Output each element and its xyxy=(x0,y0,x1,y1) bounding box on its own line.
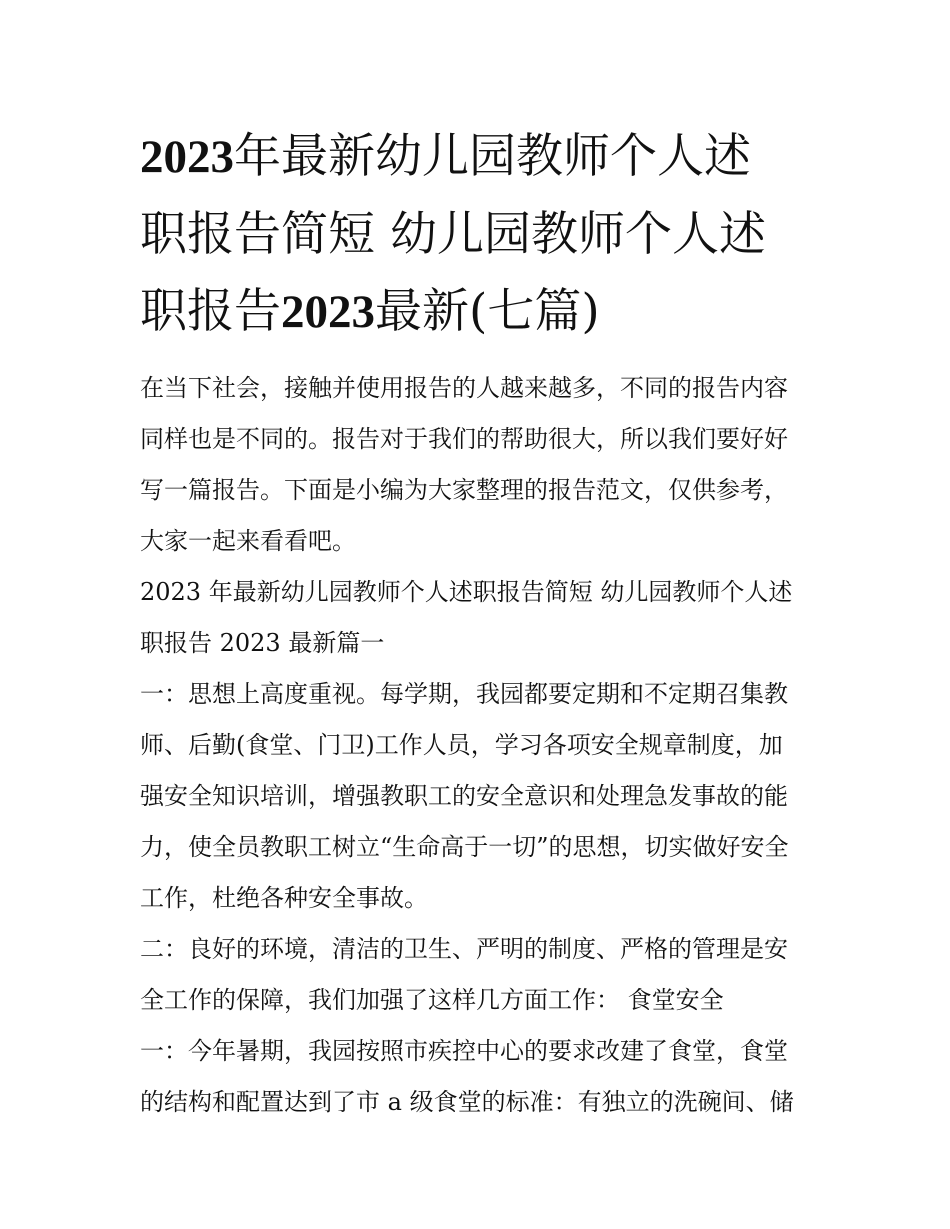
paragraph-line: 全工作的保障，我们加强了这样几方面工作： 食堂安全 xyxy=(140,986,724,1014)
paragraph-line: 二：良好的环境，清洁的卫生、严明的制度、严格的管理是安 xyxy=(140,935,788,963)
paragraph-line: 师、后勤(食堂、门卫)工作人员，学习各项安全规章制度，加 xyxy=(140,731,783,759)
paragraph-line: 2023 年最新幼儿园教师个人述职报告简短 幼儿园教师个人述 xyxy=(140,578,793,606)
paragraph-line: 写一篇报告。下面是小编为大家整理的报告范文，仅供参考， xyxy=(140,476,788,504)
paragraph-line: 同样也是不同的。报告对于我们的帮助很大，所以我们要好好 xyxy=(140,425,788,453)
paragraph-line: 在当下社会，接触并使用报告的人越来越多，不同的报告内容 xyxy=(140,374,788,402)
section-heading xyxy=(140,567,812,669)
intro-paragraph xyxy=(140,363,812,567)
title-line-1: 2023年最新幼儿园教师个人述 xyxy=(140,129,751,184)
point-three-paragraph xyxy=(140,1026,812,1128)
title-line-3: 职报告2023最新(七篇) xyxy=(140,284,600,339)
paragraph-line: 一：思想上高度重视。每学期，我园都要定期和不定期召集教 xyxy=(140,680,788,708)
document-title xyxy=(140,118,812,351)
paragraph-line: 的结构和配置达到了市 a 级食堂的标准：有独立的洗碗间、储 xyxy=(140,1088,794,1116)
title-year: 2023 xyxy=(281,286,375,338)
document-page xyxy=(140,118,812,1128)
paragraph-line: 强安全知识培训，增强教职工的安全意识和处理急发事故的能 xyxy=(140,782,788,810)
paragraph-line: 工作，杜绝各种安全事故。 xyxy=(140,884,428,912)
title-year: 2023 xyxy=(140,131,234,183)
paragraph-line: 大家一起来看看吧。 xyxy=(140,527,356,555)
point-two-paragraph xyxy=(140,924,812,1026)
title-line-2: 职报告简短 幼儿园教师个人述 xyxy=(140,207,766,262)
paragraph-line: 职报告 2023 最新篇一 xyxy=(140,629,385,657)
paragraph-line: 一：今年暑期，我园按照市疾控中心的要求改建了食堂，食堂 xyxy=(140,1037,788,1065)
paragraph-line: 力，使全员教职工树立“生命高于一切”的思想，切实做好安全 xyxy=(140,833,789,861)
point-one-paragraph xyxy=(140,669,812,924)
